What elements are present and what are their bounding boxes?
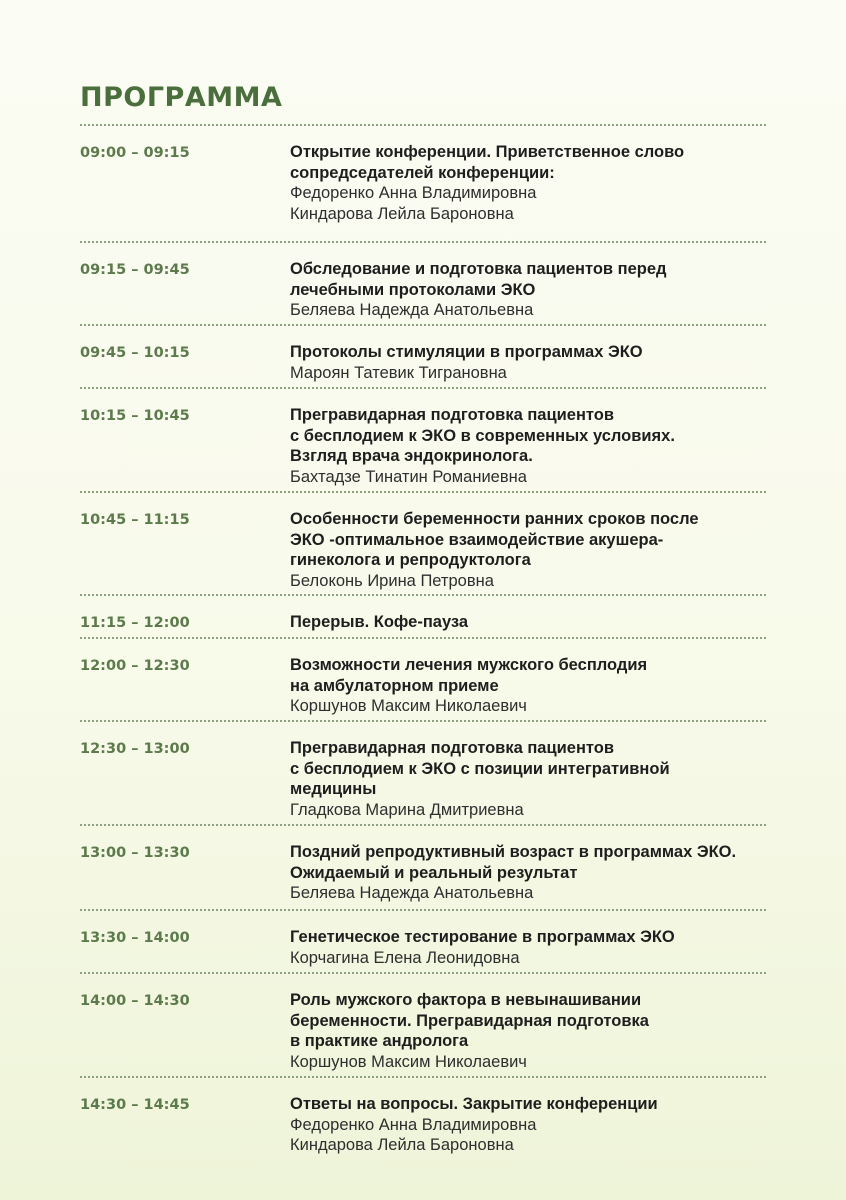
schedule-list bbox=[80, 124, 766, 1166]
session-topic: Возможности лечения мужского бесплодия bbox=[290, 656, 648, 674]
session-time: 09:45 – 10:15 bbox=[80, 345, 190, 361]
session-speaker: Коршунов Максим Николаевич bbox=[290, 1052, 527, 1071]
session-topic: Поздний репродуктивный возраст в программах ЭКО. bbox=[290, 843, 737, 861]
schedule-row bbox=[80, 720, 766, 824]
session-topic: Ответы на вопросы. Закрытие конференции bbox=[290, 1095, 658, 1113]
session-content bbox=[290, 927, 770, 968]
session-time: 12:30 – 13:00 bbox=[80, 741, 190, 757]
session-speaker: Гладкова Марина Дмитриевна bbox=[290, 800, 524, 819]
session-time: 14:30 – 14:45 bbox=[80, 1097, 190, 1113]
schedule-row bbox=[80, 972, 766, 1076]
schedule-row bbox=[80, 909, 766, 972]
session-speaker: Мароян Татевик Тиграновна bbox=[290, 363, 507, 382]
schedule-row bbox=[80, 637, 766, 720]
session-time: 13:30 – 14:00 bbox=[80, 930, 190, 946]
session-speaker: Бахтадзе Тинатин Романиевна bbox=[290, 467, 527, 486]
session-content bbox=[290, 1094, 770, 1156]
session-topic: на амбулаторном приеме bbox=[290, 676, 499, 695]
session-topic: гинеколога и репродуктолога bbox=[290, 551, 531, 569]
session-topic: Протоколы стимуляции в программах ЭКО bbox=[290, 343, 643, 361]
session-time: 10:15 – 10:45 bbox=[80, 408, 190, 424]
session-time: 10:45 – 11:15 bbox=[80, 512, 190, 528]
session-time: 09:15 – 09:45 bbox=[80, 262, 190, 278]
session-content bbox=[290, 612, 770, 633]
page-title: ПРОГРАММА bbox=[80, 82, 283, 113]
session-time: 12:00 – 12:30 bbox=[80, 658, 190, 674]
session-topic: с бесплодием к ЭКО в современных условиях. bbox=[290, 426, 675, 445]
session-speaker: Федоренко Анна Владимировна bbox=[290, 1115, 537, 1134]
session-content bbox=[290, 990, 770, 1072]
session-topic: беременности. Прегравидарная подготовка bbox=[290, 1011, 649, 1030]
session-content bbox=[290, 842, 770, 904]
session-speaker: Федоренко Анна Владимировна bbox=[290, 184, 537, 202]
session-topic: Прегравидарная подготовка пациентов bbox=[290, 739, 614, 757]
session-topic: Ожидаемый и реальный результат bbox=[290, 863, 578, 882]
session-speaker: Белоконь Ирина Петровна bbox=[290, 571, 494, 590]
session-topic: Генетическое тестирование в программах ЭКО bbox=[290, 928, 675, 946]
session-speaker: Киндарова Лейла Бароновна bbox=[290, 204, 514, 223]
session-content bbox=[290, 259, 770, 321]
schedule-row bbox=[80, 824, 766, 909]
session-topic: Перерыв. Кофе-пауза bbox=[290, 613, 469, 631]
session-topic: лечебными протоколами ЭКО bbox=[290, 280, 536, 299]
session-speaker: Беляева Надежда Анатольевна bbox=[290, 301, 534, 319]
schedule-row bbox=[80, 124, 766, 241]
session-content bbox=[290, 342, 770, 383]
session-content bbox=[290, 655, 770, 717]
session-topic: сопредседателей конференции: bbox=[290, 163, 555, 182]
schedule-row bbox=[80, 1076, 766, 1166]
schedule-row bbox=[80, 387, 766, 491]
session-topic: Роль мужского фактора в невынашивании bbox=[290, 991, 642, 1009]
session-speaker: Корчагина Елена Леонидовна bbox=[290, 948, 520, 967]
schedule-row bbox=[80, 594, 766, 637]
session-topic: Обследование и подготовка пациентов перед bbox=[290, 260, 667, 278]
schedule-row bbox=[80, 491, 766, 594]
session-content bbox=[290, 142, 770, 224]
session-speaker: Беляева Надежда Анатольевна bbox=[290, 884, 534, 902]
session-topic: Прегравидарная подготовка пациентов bbox=[290, 406, 614, 424]
session-topic: медицины bbox=[290, 780, 377, 798]
session-speaker: Киндарова Лейла Бароновна bbox=[290, 1136, 514, 1154]
session-time: 09:00 – 09:15 bbox=[80, 145, 190, 161]
session-speaker: Коршунов Максим Николаевич bbox=[290, 697, 527, 715]
session-content bbox=[290, 738, 770, 820]
session-content bbox=[290, 509, 770, 591]
session-topic: в практике андролога bbox=[290, 1032, 469, 1050]
session-time: 13:00 – 13:30 bbox=[80, 845, 190, 861]
session-topic: ЭКО -оптимальное взаимодействие акушера- bbox=[290, 530, 664, 549]
schedule-row bbox=[80, 241, 766, 324]
session-time: 11:15 – 12:00 bbox=[80, 615, 190, 631]
schedule-row bbox=[80, 324, 766, 387]
session-topic: с бесплодием к ЭКО с позиции интегративной bbox=[290, 759, 670, 778]
session-time: 14:00 – 14:30 bbox=[80, 993, 190, 1009]
session-topic: Особенности беременности ранних сроков после bbox=[290, 510, 699, 528]
session-content bbox=[290, 405, 770, 487]
session-topic: Взгляд врача эндокринолога. bbox=[290, 447, 533, 465]
session-topic: Открытие конференции. Приветственное слово bbox=[290, 143, 685, 161]
